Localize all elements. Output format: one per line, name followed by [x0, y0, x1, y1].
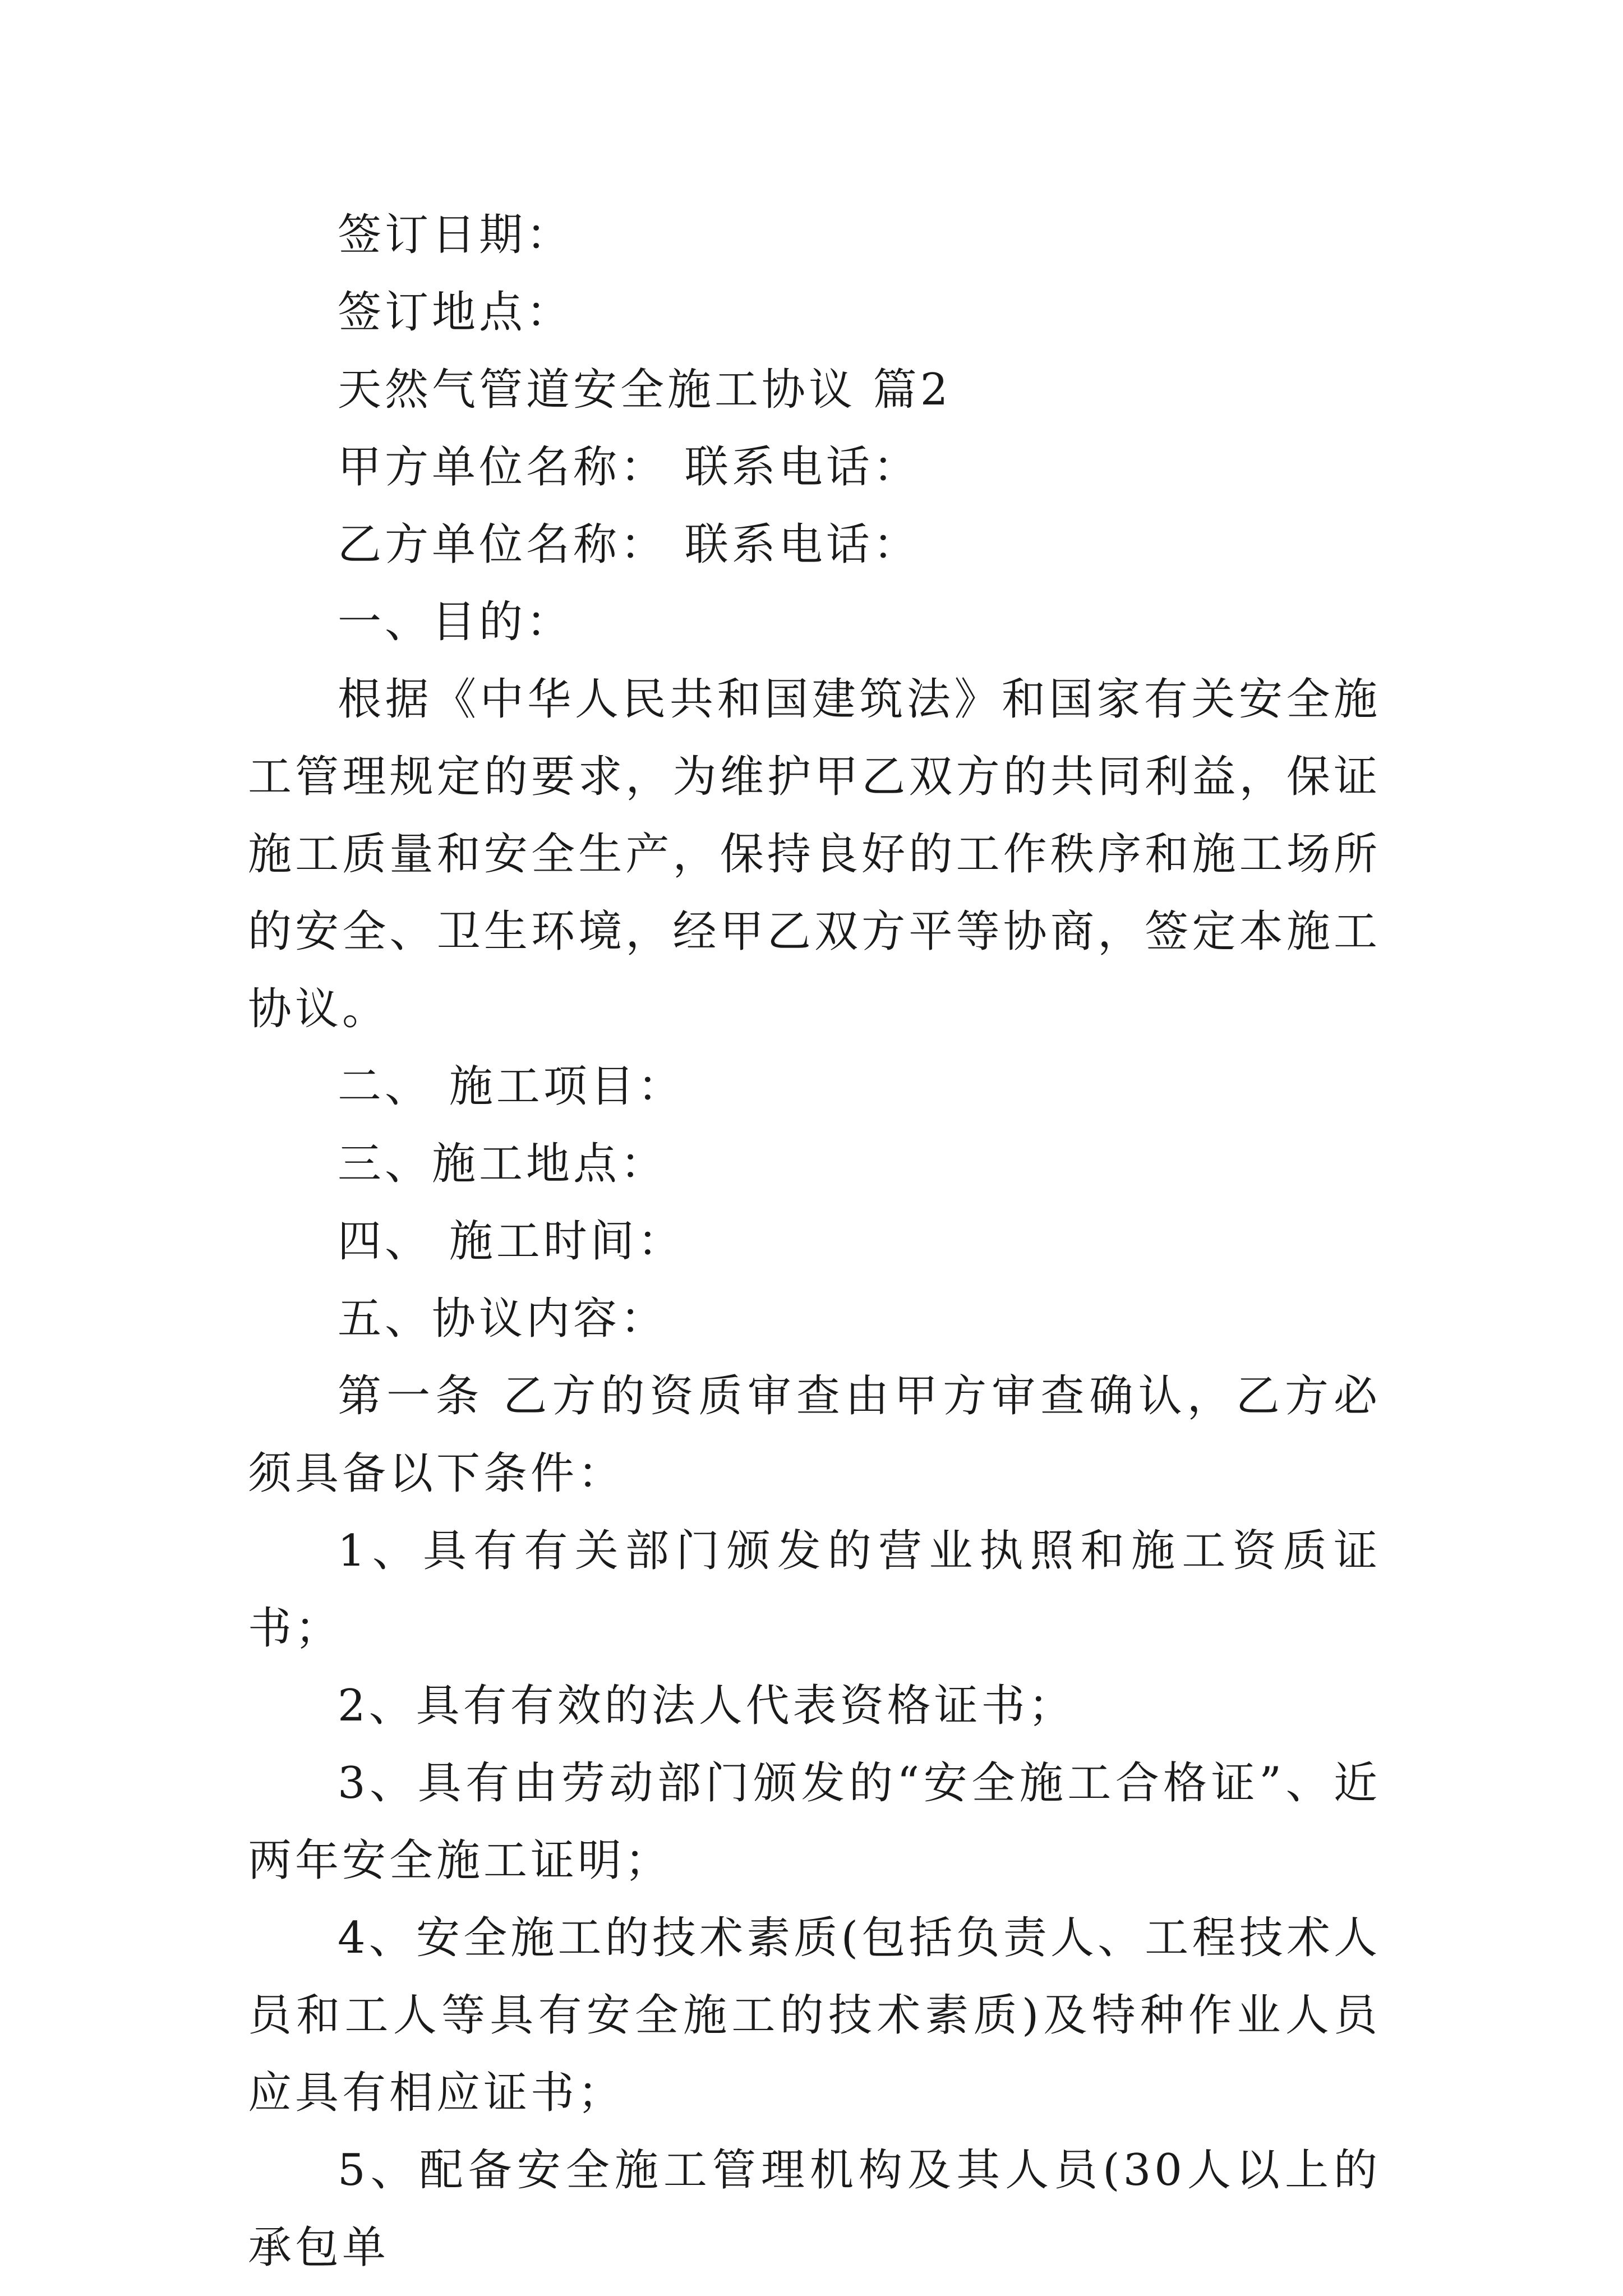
section-content: 五、协议内容： [338, 1294, 668, 1344]
condition-item-3: 3、具有由劳动部门颁发的“安全施工合格证”、近两年安全施工证明； [248, 1758, 1381, 1886]
condition-item-4: 4、安全施工的技术素质(包括负责人、工程技术人员和工人等具有安全施工的技术素质)及特种作业人员应具有相应证书； [248, 1913, 1381, 2118]
party-a-line: 甲方单位名称： 联系电话： [338, 442, 920, 493]
signing-place-line: 签订地点： [338, 287, 574, 338]
condition-item-2: 2、具有有效的法人代表资格证书； [338, 1681, 1076, 1731]
party-b-line: 乙方单位名称： 联系电话： [338, 519, 920, 570]
section-project: 二、 施工项目： [338, 1061, 685, 1112]
section-location: 三、施工地点： [338, 1139, 668, 1189]
condition-item-1: 1、具有有关部门颁发的营业执照和施工资质证书； [248, 1526, 1381, 1654]
agreement-title-line: 天然气管道安全施工协议 篇2 [338, 365, 952, 415]
purpose-heading: 一、目的： [338, 597, 574, 647]
purpose-paragraph: 根据《中华人民共和国建筑法》和国家有关安全施工管理规定的要求，为维护甲乙双方的共同利益，保证施工质量和安全生产，保持良好的工作秩序和施工场所的安全、卫生环境，经甲乙双方平等协商，签定本施工协议。 [248, 674, 1381, 1034]
condition-item-5: 5、配备安全施工管理机构及其人员(30人以上的承包单 [248, 2145, 1381, 2273]
document-body [248, 196, 1381, 2286]
article-one-paragraph: 第一条 乙方的资质审查由甲方审查确认，乙方必须具备以下条件： [248, 1371, 1381, 1499]
section-time: 四、 施工时间： [338, 1216, 685, 1267]
signing-date-line: 签订日期： [338, 210, 574, 260]
